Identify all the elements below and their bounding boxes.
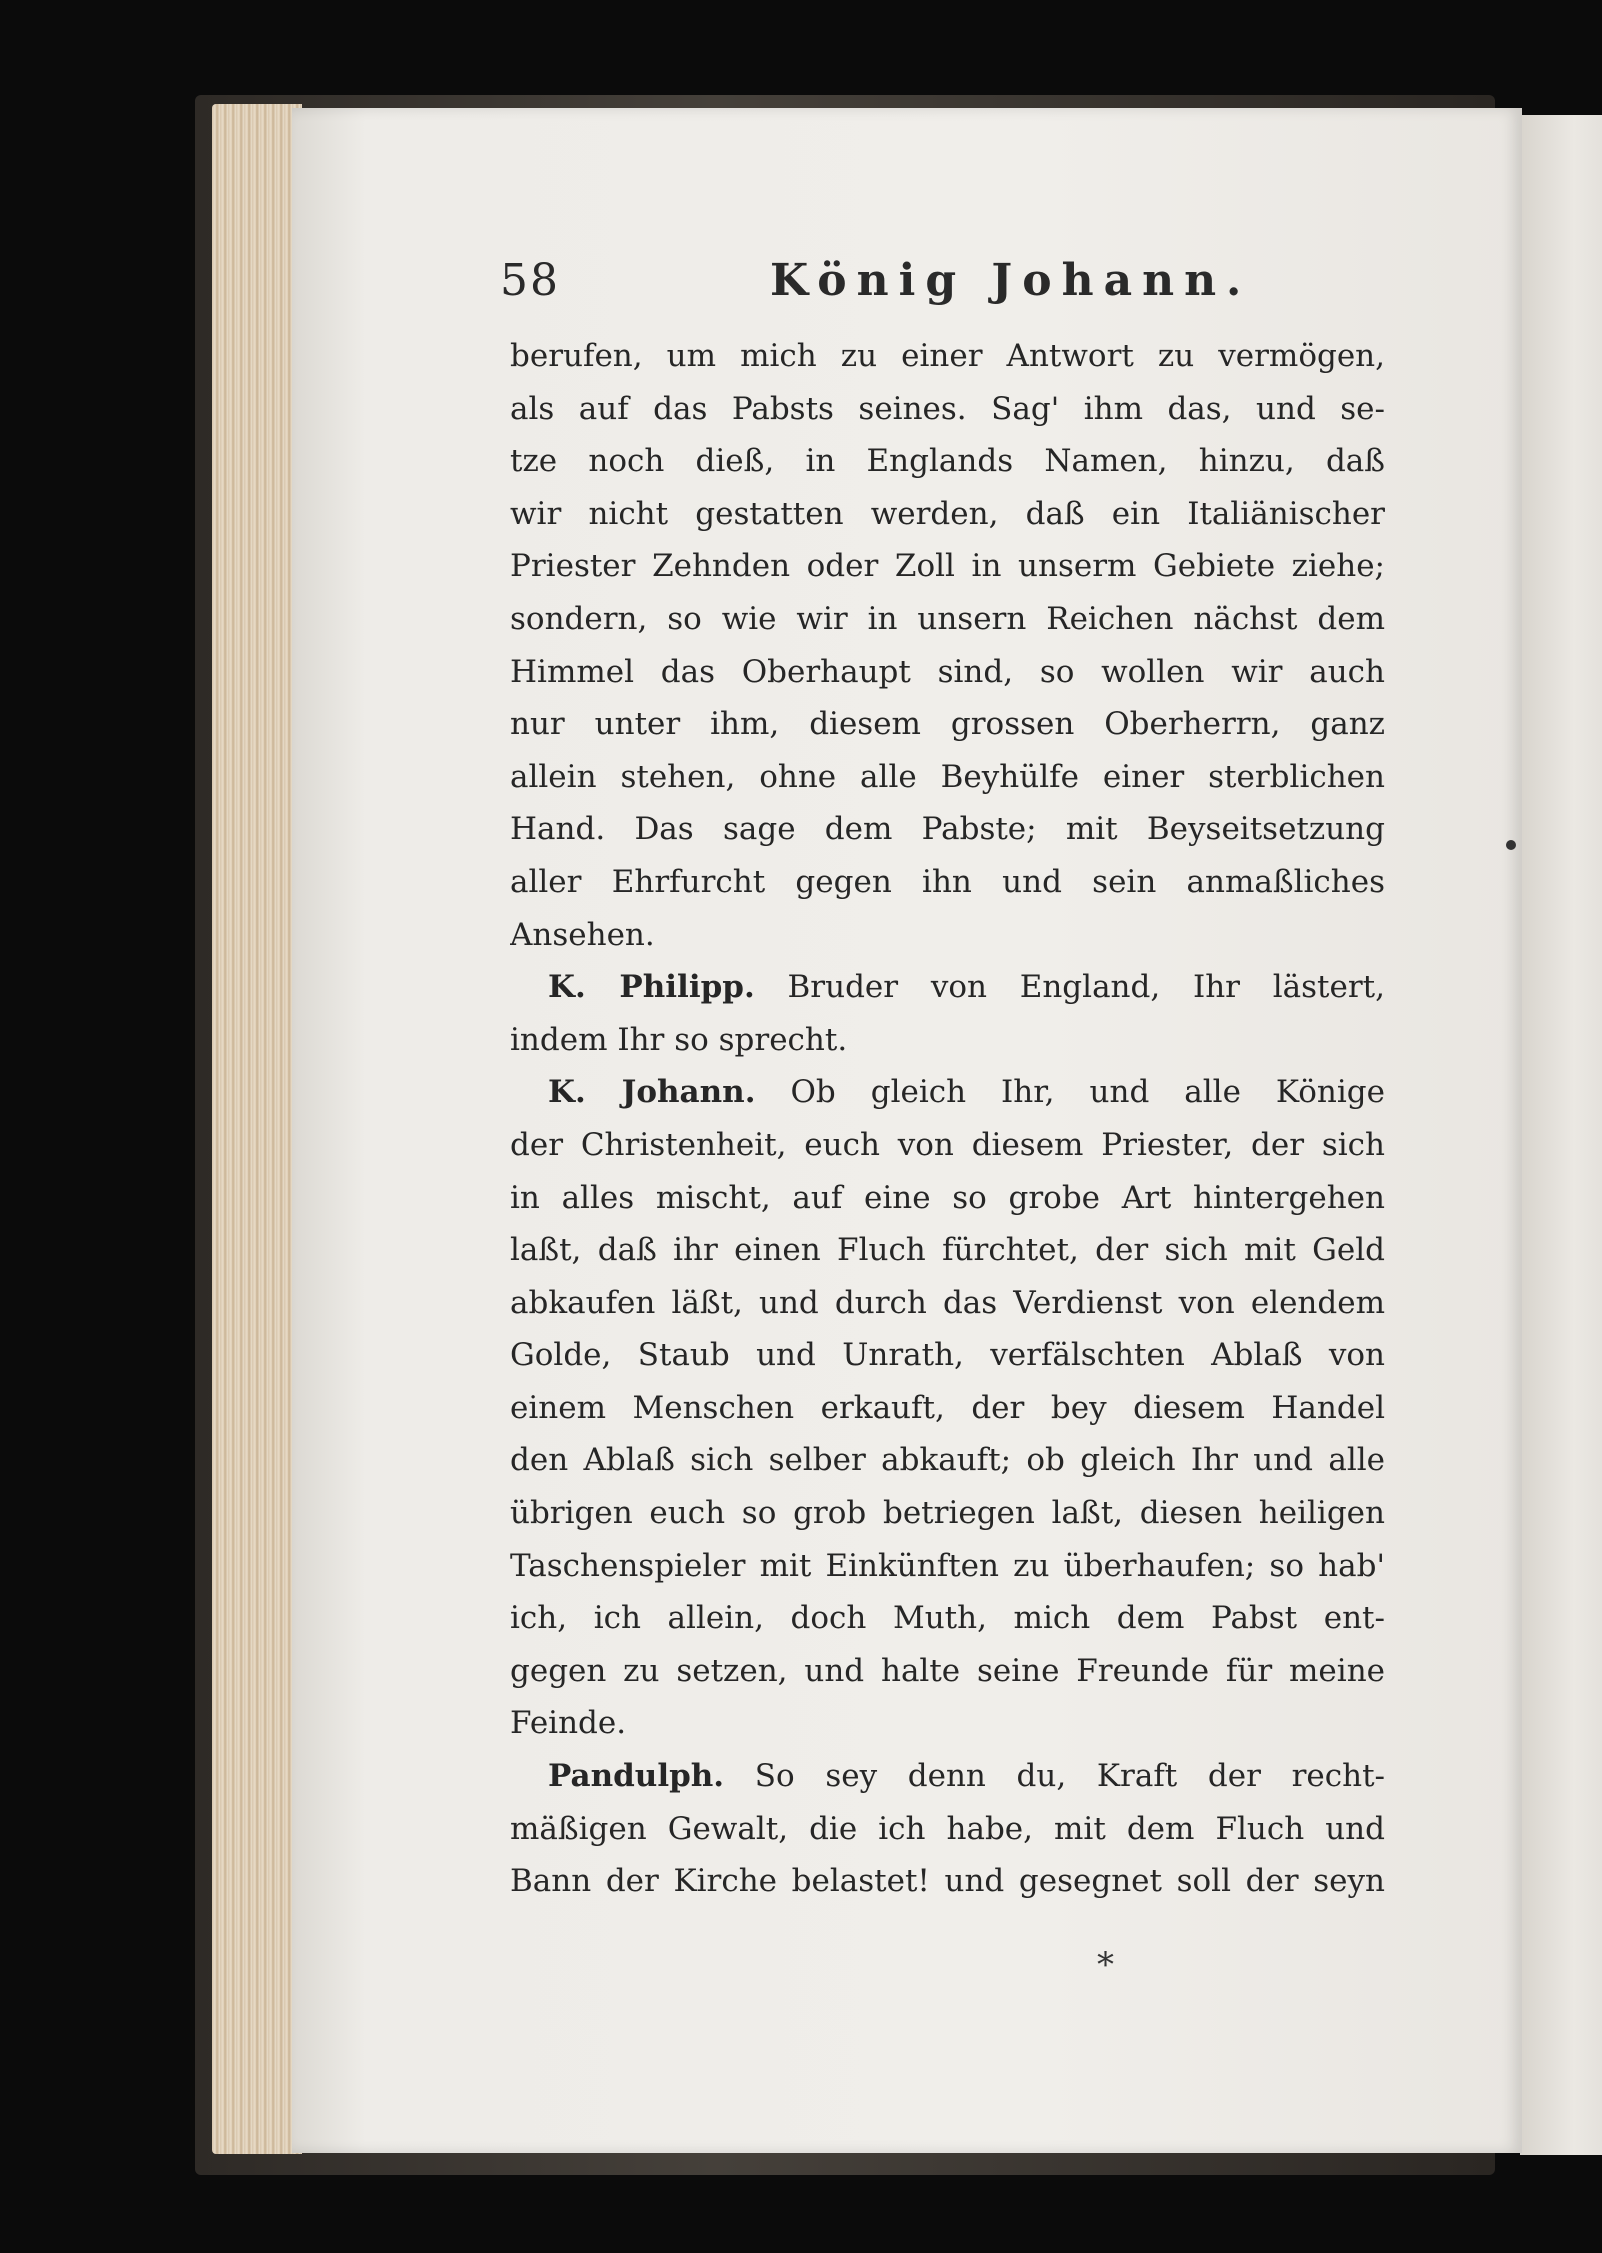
line-text: wir nicht gestatten werden, daß ein Italiänischer	[510, 495, 1385, 532]
text-line	[510, 1382, 1385, 1435]
line-text: laßt, daß ihr einen Fluch fürchtet, der sich mit Geld	[510, 1232, 1385, 1269]
text-line	[510, 1803, 1385, 1856]
line-text: Bann der Kirche belastet! und gesegnet soll der seyn	[510, 1863, 1385, 1900]
text-line	[510, 593, 1385, 646]
line-text: Priester Zehnden oder Zoll in unserm Gebiete ziehe;	[510, 548, 1385, 585]
text-line	[510, 435, 1385, 488]
text-line	[510, 540, 1385, 593]
text-line	[510, 1592, 1385, 1645]
line-text: abkaufen läßt, und durch das Verdienst von elendem	[510, 1284, 1385, 1321]
line-text: Feinde.	[510, 1705, 627, 1742]
text-line	[510, 1119, 1385, 1172]
facing-page-edge	[1520, 115, 1602, 2155]
line-text: indem Ihr so sprecht.	[510, 1021, 848, 1058]
line-text: der Christenheit, euch von diesem Priester, der sich	[510, 1126, 1385, 1163]
text-line	[510, 1172, 1385, 1225]
line-text: tze noch dieß, in Englands Namen, hinzu, daß	[510, 443, 1385, 480]
line-text: mäßigen Gewalt, die ich habe, mit dem Fluch und	[510, 1810, 1385, 1847]
text-line	[510, 1434, 1385, 1487]
line-text: in alles mischt, auf eine so grobe Art hintergehen	[510, 1179, 1385, 1216]
text-line	[510, 1540, 1385, 1593]
line-text: Himmel das Oberhaupt sind, so wollen wir auch	[510, 653, 1385, 690]
line-text: Ansehen.	[510, 916, 655, 953]
line-text: nur unter ihm, diesem grossen Oberherrn, ganz	[510, 706, 1385, 743]
page-header	[500, 255, 1400, 325]
text-line	[510, 856, 1385, 909]
line-text: Ob gleich Ihr, und alle Könige	[790, 1074, 1385, 1111]
line-text: allein stehen, ohne alle Beyhülfe einer sterblichen	[510, 758, 1385, 795]
speaker-name: K. Johann.	[548, 1074, 756, 1111]
text-line	[510, 1487, 1385, 1540]
speaker-name: K. Philipp.	[548, 969, 755, 1006]
line-text: einem Menschen erkauft, der bey diesem Handel	[510, 1389, 1385, 1426]
text-line	[510, 1066, 1385, 1119]
running-title: König Johann.	[770, 255, 1252, 306]
line-text: als auf das Pabsts seines. Sag' ihm das, und se-	[510, 390, 1385, 427]
catchword: *	[1097, 1945, 1114, 1985]
ink-spot	[1506, 840, 1516, 850]
text-line	[510, 383, 1385, 436]
text-line	[510, 803, 1385, 856]
line-text: ich, ich allein, doch Muth, mich dem Pabst ent-	[510, 1600, 1385, 1637]
line-text: übrigen euch so grob betriegen laßt, diesen heiligen	[510, 1495, 1385, 1532]
line-text: sondern, so wie wir in unsern Reichen nächst dem	[510, 600, 1385, 637]
text-line	[510, 1014, 1385, 1067]
text-line	[510, 1645, 1385, 1698]
line-text: berufen, um mich zu einer Antwort zu vermögen,	[510, 338, 1385, 374]
text-line	[510, 961, 1385, 1014]
line-text: Hand. Das sage dem Pabste; mit Beyseitsetzung	[510, 811, 1385, 848]
text-line	[510, 751, 1385, 804]
speaker-name: Pandulph.	[548, 1758, 725, 1795]
text-line	[510, 1697, 1385, 1750]
line-text: gegen zu setzen, und halte seine Freunde für meine	[510, 1652, 1385, 1689]
text-line	[510, 330, 1385, 383]
line-text: den Ablaß sich selber abkauft; ob gleich Ihr und alle	[510, 1442, 1385, 1479]
text-line	[510, 1224, 1385, 1277]
text-line	[510, 488, 1385, 541]
page-number: 58	[500, 255, 560, 306]
text-line	[510, 1855, 1385, 1908]
line-text: aller Ehrfurcht gegen ihn und sein anmaßliches	[510, 863, 1385, 900]
line-text: Golde, Staub und Unrath, verfälschten Ablaß von	[510, 1337, 1385, 1374]
line-text: Taschenspieler mit Einkünften zu überhaufen; so hab'	[510, 1547, 1385, 1584]
line-text: Bruder von England, Ihr lästert,	[787, 969, 1385, 1006]
text-line	[510, 646, 1385, 699]
body-text	[510, 330, 1385, 1908]
text-line	[510, 698, 1385, 751]
text-line	[510, 1277, 1385, 1330]
text-line	[510, 909, 1385, 962]
text-line	[510, 1750, 1385, 1803]
page-stack-edges	[212, 104, 302, 2154]
line-text: So sey denn du, Kraft der recht-	[754, 1758, 1385, 1795]
text-line	[510, 1329, 1385, 1382]
